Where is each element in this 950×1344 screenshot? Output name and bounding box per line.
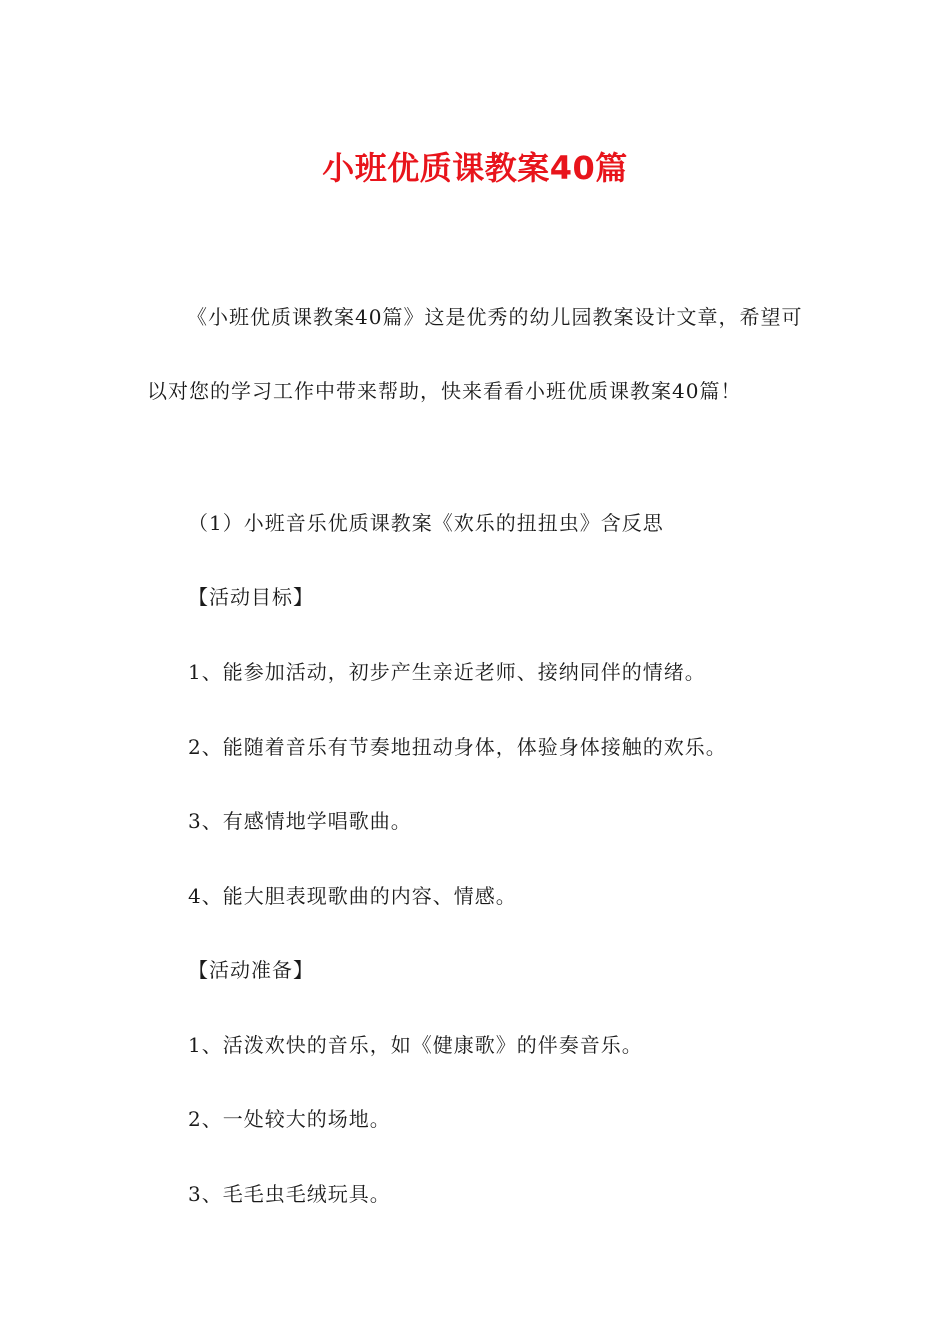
preparation-item: 2、一处较大的场地。 (188, 1107, 391, 1131)
activity-goals-heading: 【活动目标】 (188, 585, 314, 609)
activity-preparation-heading: 【活动准备】 (188, 958, 314, 982)
preparation-item: 1、活泼欢快的音乐，如《健康歌》的伴奏音乐。 (188, 1033, 643, 1057)
goal-item: 2、能随着音乐有节奏地扭动身体，体验身体接触的欢乐。 (188, 735, 727, 759)
preparation-item: 3、毛毛虫毛绒玩具。 (188, 1182, 391, 1206)
goal-item: 4、能大胆表现歌曲的内容、情感。 (188, 884, 517, 908)
intro-paragraph: 《小班优质课教案40篇》这是优秀的幼儿园教案设计文章，希望可以对您的学习工作中带来帮助，快来看看小班优质课教案40篇！ (147, 305, 803, 403)
section-heading: （1）小班音乐优质课教案《欢乐的扭扭虫》含反思 (188, 511, 664, 535)
goal-item: 3、有感情地学唱歌曲。 (188, 809, 412, 833)
document-title: 小班优质课教案40篇 (322, 149, 628, 187)
goal-item: 1、能参加活动，初步产生亲近老师、接纳同伴的情绪。 (188, 660, 706, 684)
